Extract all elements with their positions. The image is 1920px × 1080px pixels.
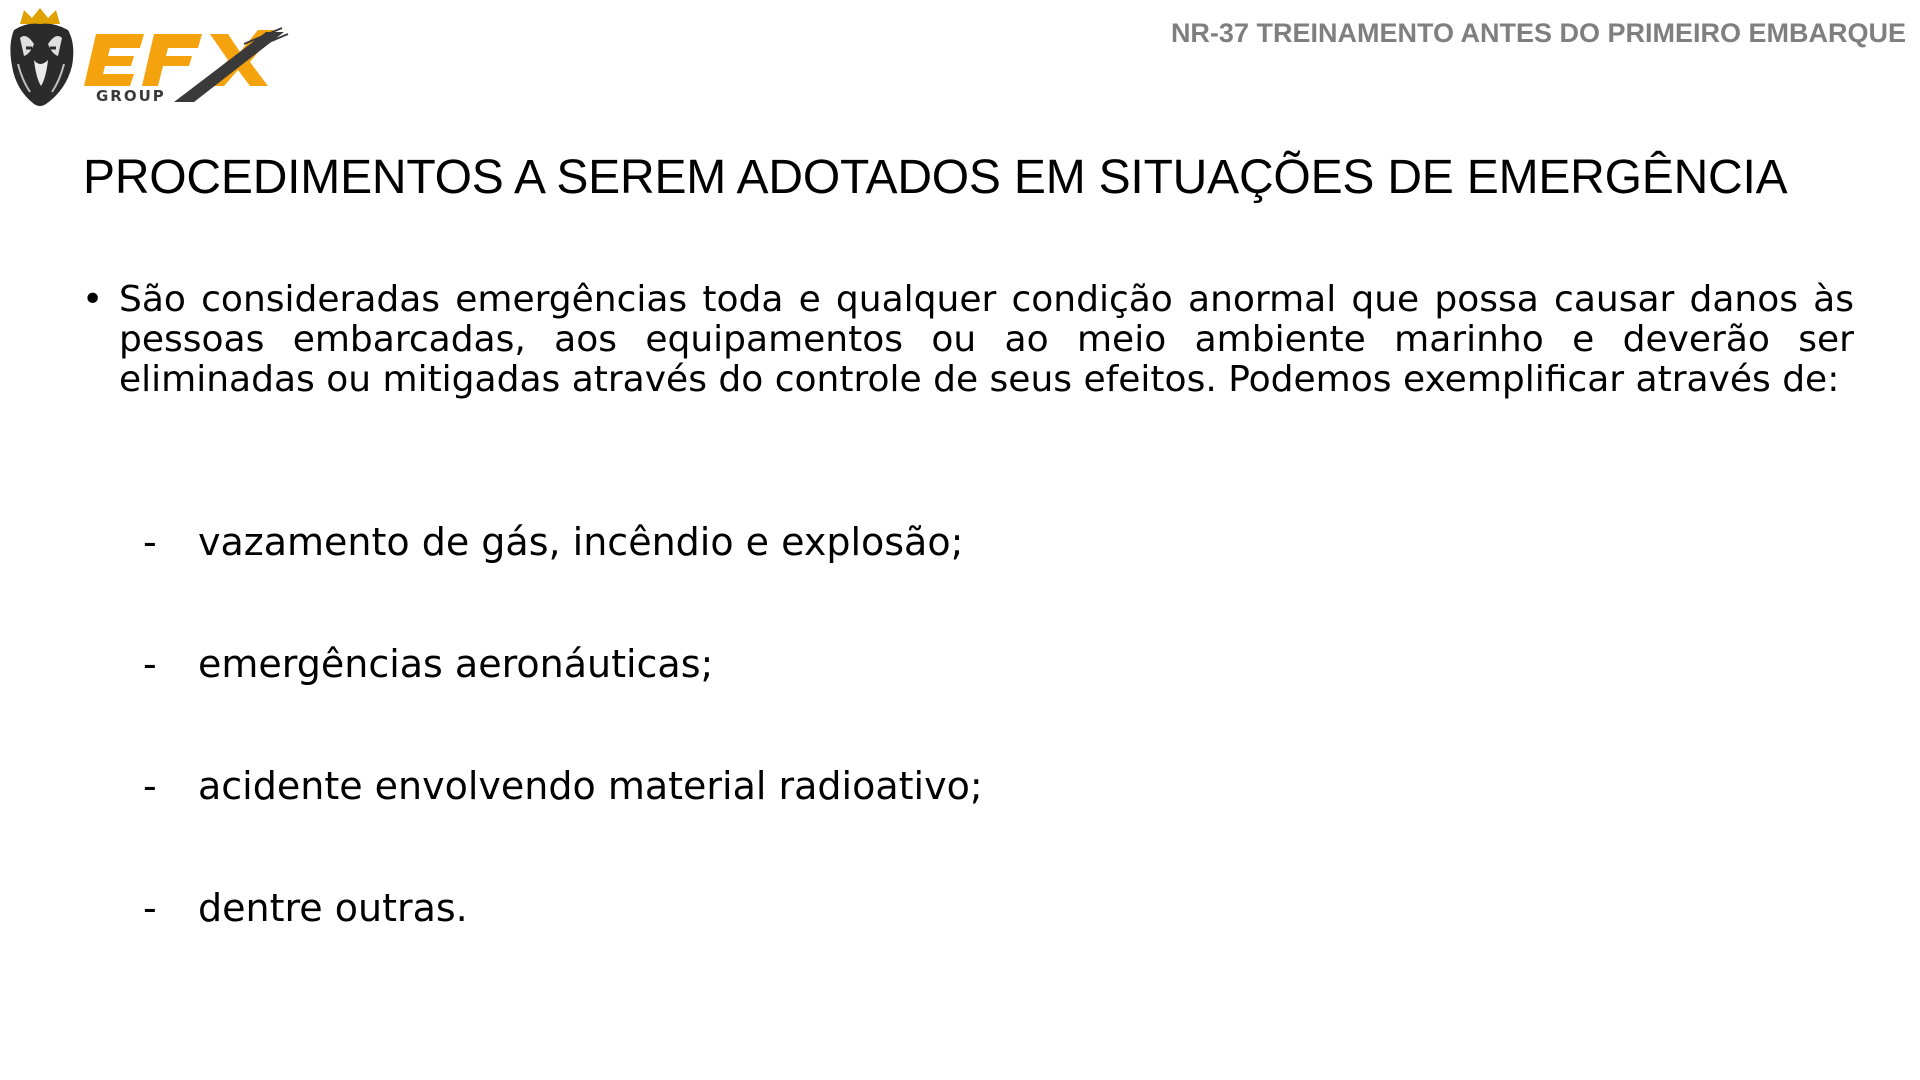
logo-letter-e	[84, 34, 144, 86]
lion-head-icon	[10, 24, 73, 106]
bullet-paragraph	[82, 280, 1854, 400]
list-item-text: dentre outras.	[198, 886, 468, 930]
bullet-marker: •	[82, 279, 104, 320]
dash-marker: -	[143, 520, 157, 564]
list-item-text: emergências aeronáuticas;	[198, 642, 714, 686]
dash-marker: -	[143, 886, 157, 930]
dash-marker: -	[143, 642, 157, 686]
slide-title: PROCEDIMENTOS A SEREM ADOTADOS EM SITUAÇÕES DE EMERGÊNCIA	[83, 151, 1788, 204]
list-item-text: acidente envolvendo material radioativo;	[198, 764, 983, 808]
course-title: NR-37 TREINAMENTO ANTES DO PRIMEIRO EMBARQUE	[1170, 18, 1906, 48]
logo-group-text: GROUP	[96, 87, 166, 105]
list-item-text: vazamento de gás, incêndio e explosão;	[198, 520, 964, 564]
logo-letter-f	[142, 34, 202, 86]
crown-icon	[20, 8, 60, 24]
bullet-text: São consideradas emergências toda e qualquer condição anormal que possa causar danos às pessoas embarcadas, aos equipamentos ou ao meio ambiente marinho e deverão ser eliminadas ou mitigadas através do controle de seus efeitos. Podemos exemplificar através de:	[119, 279, 1854, 400]
efx-group-logo	[4, 4, 294, 112]
dash-marker: -	[143, 764, 157, 808]
